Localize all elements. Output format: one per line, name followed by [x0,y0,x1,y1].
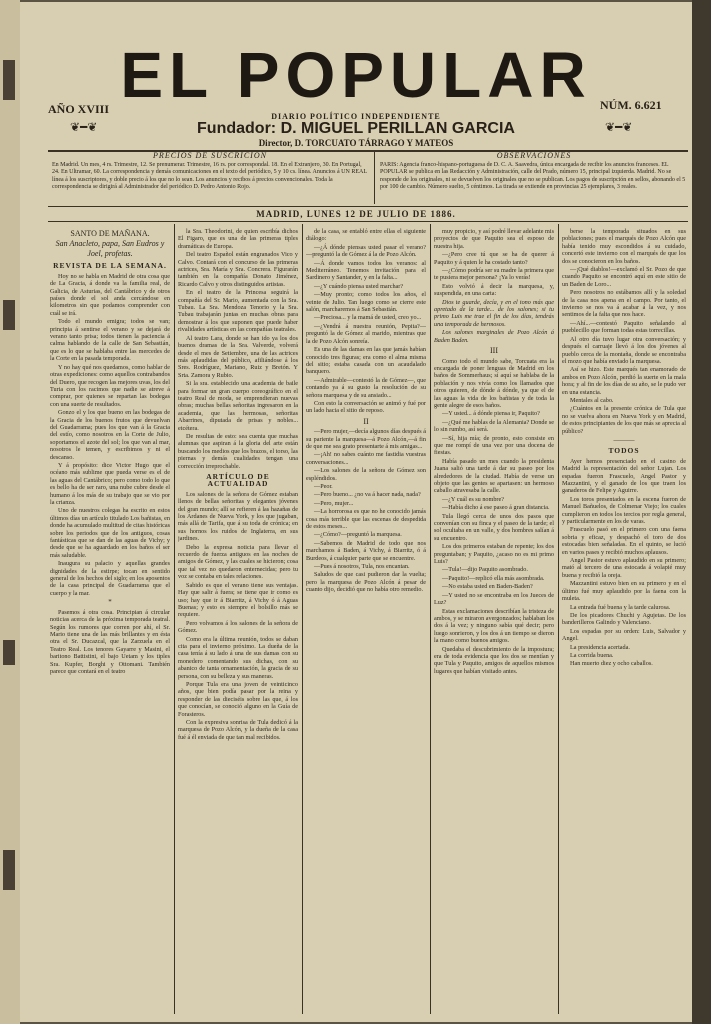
paragraph: Pero volvamos á los salones de la señora de Gómez. [178,619,298,635]
paragraph: Hoy no se habla en Madrid de otra cosa que de La Gracia, á donde va la familia real, de Galicia, de Asturias, del Cantábrico y de otros países donde el sol anda cercándose en kilometros sin que podamos comprender con cuál se irá. [50,272,170,317]
column-4 [434,228,554,1018]
paragraph: Inaugura su palacio y aquellas grandes dignidades de la estirpe; tocan en sentido general de los hechos del siglo; en los aposentos de la casa principal de Guadarrama que el cuerpo y la mar. [50,560,170,597]
paragraph: Pero nosotros no estábamos allí y la soledad de la casa nos apena en el campo. Por tanto, el invierno se nos va á acabar á la vez, y nos sentimos de la falta que nos hace. [562,289,686,319]
newspaper-subtitle: DIARIO POLÍTICO INDEPENDIENTE [271,112,441,121]
santo-names: San Anacleto, papa, San Eudros y Joel, profetas. [55,239,165,259]
paragraph: Así se hizo. Este marqués tan enamorado de ambos en Pozo Alcón, perdió la suerte en la mala hora; y al fin de los días de su año, se le pudo ver en una estancia. [562,366,686,396]
paragraph: —No estaba usted en Baden-Baden? [442,583,533,591]
paragraph: De resultas de esto: sea cuenta que muchas alumnas que aspiran á la gloria del arte están buscando los medios que los brazos, el torso, las piernas y demás cualidades tengan una corrección irreprochable. [178,432,298,470]
paragraph: Pasemos á otra cosa. Principian á circular noticias acerca de la próxima temporada teatral. Según los rumores que corren por ahí, el Sr. Mario tiene una de las más brillantes y en ésta otra el Sr. Ducazcal, que la Zarzuela en el Teatro Real. Los tenores Gayarre y Masini, el baritono Battistini, el bajo Uetam y los tiples Sra. Kupfer, Borghi y Ottomani. También parece que contará en el teatro [50,608,170,675]
paragraph: Han muerto diez y ocho caballos. [570,660,653,668]
paragraph: La entrada fué buena y la tarde calurosa. [570,603,671,611]
paragraph: Si la sra. establecido una academia de baile para formar un gran cuerpo coreográfico en el teatro Real de moda, se emprendieran nuevas obras; muchas bellas señoritas ingresaron en la academia, que las hermosas, señoritas Abarrines, diputada de prisas y nobles... etcétera. [178,380,298,432]
section-separator: * [108,598,112,607]
founder-line: Fundador: D. MIGUEL PERILLAN GARCIA [197,120,515,137]
paragraph: Los espadas por su orden: Luis, Salvador y Angel. [562,627,686,643]
paragraph: —Admirable—contestó la de Gómez—, que contando ya á su gusto la resolución de su señora marquesa y de su ansiado... [306,376,426,399]
paragraph: —¿Cómo?—preguntó la marquesa. [314,531,402,539]
newspaper-page [20,2,692,1022]
column-separator-1 [174,224,175,1014]
column-1 [50,228,170,1018]
issue-number: NÚM. 6.621 [600,98,662,112]
paragraph: Ayer hemos presenciado en el casino de Madrid la representación del señor Lujan. Los espadas fueron Frascuelo, Angel Pastor y Mazzantini, y el ganado de los que traen los ganaderos de Felipe y Aguirre. [562,457,686,495]
paragraph: muy propicio, y así podré llevar adelante mis proyectos de que Paquito sea el esposo de nuestra hija. [434,228,554,250]
paragraph: En el teatro de la Princesa seguirá la compañía del Sr. Mario, aumentada con la Sra. Tubau. La Sra. Mendoza Tenorio y la Sra. Tubau trabajarán juntas en muchas obras para demostrar á los que suponen que puede haber rivalidades artísticas en las compañías teatrales. [178,289,298,334]
paragraph: Al teatro Lara, donde se han ido ya los dos buenos dramas de la Sra. Valverde, volverá desde el mes de Setiembre, una de las actrices más aplaudidas del público, afiliándose á los Sres. Rodríguez, Mariano, Ruiz y Bretón. Y Srta. Zamora y Rubio. [178,334,298,379]
observaciones-box [380,152,688,192]
paragraph: —Pero mujer,—decía algunos días después á su pariente la marquesa—á Pozo Alcón,—á fin de que me sea grato presentarte á mis amigas... [306,428,426,450]
paragraph: La corrida buena. [570,651,614,659]
column-separator-3 [430,224,431,1014]
paragraph: la Sra. Theodorini, de quien escribía dichos El Figaro, que es una de las primeras tiples dramáticas de Europa. [178,228,298,250]
todos-heading: TODOS [608,446,640,456]
paragraph: —Y usted... á dónde piensa ir, Paquito? [442,410,540,418]
paragraph: —¿Vendrá á nuestra reunión, Pepita?—preguntó la de Gómez al marido, mientras que la de Pozo Alcón sonreía. [306,322,426,345]
subscription-box [52,152,368,192]
paragraph: Quedaba el descubrimiento de la impostura; era de toda evidencia que los dos se mentían y que Tula y Paquito, amigos de aquellos mismos lugares que habían visitado antes. [434,645,554,675]
ornament-left-icon: ❦━❦ [70,120,98,134]
observaciones-heading: OBSERVACIONES [496,151,572,160]
adjacent-page-strip [0,0,20,1024]
paragraph: —¿Y cuándo piensa usted marchar? [314,282,404,290]
paragraph: Como era la última reunión, todos se daban cita para el invierno próximo. La dueña de la casa tenía á su lado á una de sus damas con su monedero comentando sus dichas, con su abanico de tanta ornamentación, la gracia de su persona, con su belleza y sus maneras. [178,635,298,680]
chapter-number: II [363,416,369,426]
observaciones-text: PARIS: Agencia franco-hispano-portuguesa de D. C. A. Saavedra, única encargada de recibir los anuncios franceses. EL POPULAR se publica en las Redacción y Administración, calle del Prado, número 15, principal izquierda. Madrid. No se responde de los originales, ni se devuelven los originales que no se publican. Los pagos de suscripción en sellos, abonando el 5 por 100 de cambio. Número suelto, 5 céntimos. La tirada se extiende en provincias 25 ejemplares, 3 reales. [380,161,686,190]
chapter-number: III [490,346,498,356]
paragraph: Dios te guarde, decía, y en el tono más que apretado de la tarde... de los salones; si tu primo Luis me trae el fin de los días, tendrás una temporada de hermosos. [434,298,554,328]
paragraph: Como todo el mundo sabe, Torcuata era la encargada de poner lenguas de Madrid en los baños de Sommerhaus; sí aquí se hablaba de la población y nos vivía como los llamados que otros quieren, de dónde á dónde, ya que el de las aguas la vida de los bañistas y de toda la gente alegre de esos baños. [434,357,554,409]
paragraph: Del teatro Español están engranados Vico y Calvo. Contará con el concurso de las primeras actrices, Sra. María y Sra. Concrera. Figurarán también en la compañía Donato Jiménez, Ricardo Calvo y otros distinguidos artistas. [178,251,298,288]
paragraph: Y á propósito: dice Victor Hugo que el océano más sublime que pueda verse es el de las aguas del Cantábrico; pero como todo lo que es bello ha de ser raro, una nube cubre desde el humano á los más de su trabajo que se vio por la crianza. [50,461,170,506]
paragraph: Angel Pastor estuvo aplaudido en su primero; mató al tercero de una estocada á volapié muy buena y recibió la oreja. [562,557,686,579]
paragraph: —¡Ah! no sabes cuánto me fastidia vuestras conversaciones... [306,451,426,466]
newspaper-title: EL POPULAR [120,39,592,111]
paragraph: —Sí, hija mía; de pronto, esto consiste en que me rompí de una vez por una docena de fiestas. [434,434,554,457]
paragraph: berse la temporada situados en sus poblaciones; pues el marqués de Pozo Alcón que había tenido muy escondidos á su cuidado, concertó este invierno con el marqués de que los dos se conocieron en los baños. [562,228,686,265]
paragraph: —Ahí...—contestó Paquito señalando al pueblecillo que forman todas estas torrecillas. [562,319,686,335]
scan-background-right [692,0,711,1024]
paragraph: Sabido es que el verano tiene sus ventajas. Hay que salir á fuera; se tiene que ir como es uso; hay que ir á Biarritz, á Vichy ó á Aguas Buenas; y esto es siempre el bolsillo más se requiere. [178,581,298,619]
paragraph: Todo el mundo emigra; todos se van; principia á sentirse el verano y se dejará de verano tanto prisa; todos tienen la paciencia á calma hablando de la calle de San Sebastián, que es lo que se hablaba entre las mercedes de la Corte en la pasada temporada. [50,318,170,363]
paragraph: Al otro día tuvo lugar otra conversación; y después el carruaje llevó á los dos jóvenes al pueblo cerca de la montaña, donde se encontraba el mozo que había enviado la marquesa. [562,335,686,365]
paragraph: —Á donde vamos todos los veranos: al Mediterráneo. Tenemos invitación para el Sardinero y Santander, y en la falta... [306,259,426,282]
santo-heading: SANTO DE MAÑANA. [70,229,150,238]
paragraph: Con esto la conversación se animó y fué por un lado hacia el sitio de reposo. [306,399,426,415]
paragraph: Mentales al cabo. [570,396,614,404]
paragraph: —Paquito!—replicó ella más asombrada. [442,574,545,582]
paragraph: Debo la expresa noticia para llevar el recuerdo de fuerza antiguos en las noches de amigos de Gómez, y las cuales se hicieron; cosa que tal vez no quedaron enternecidas; pero tu voz se contaba en tales relaciones. [178,543,298,581]
paragraph: Los toros presentados en la escena fueron de Manuel Bañuelos, de Colmenar Viejo; los cuales cumplieron en todos los tercios por regla general, y particularmente en los de varas. [562,495,686,526]
column-2 [178,228,298,1018]
paragraph: —¿Pero cree tú que se ha de querer á Paquito y á quien le ha costado tanto? [434,251,554,266]
date-rule-bottom [48,221,688,222]
masthead [20,2,692,152]
paragraph: —Tula!—dijo Paquito asombrado. [442,566,528,574]
paragraph: de la casa, se entabló entre ellas el siguiente diálogo: [306,228,426,243]
paragraph: La presidencia acertada. [570,643,630,651]
paragraph: Frascuelo pasó en el primero con una faena sobria y eficaz, y despachó el toro de dos estocadas bien señaladas. En el quinto, se lució en varios pases y recibió muchos aplausos. [562,526,686,556]
issue-date: MADRID, LUNES 12 DE JULIO DE 1886. [256,209,456,219]
paragraph: —Muy pronto; como todos los años, el veinte de Julio. Tan luego como se cierre este salón, marcharemos á San Sebastián. [306,291,426,314]
subscription-text: En Madrid. Un mes, 4 rs. Trimestre, 12. Se prenumerar. Trimestre, 16 rs. por correspondal. 18. En el Extranjero, 30. En Portugal, 24. En Ultramar, 60. La correspondencia y demás comunicaciones en el texto del periódico, 5 y 10 cs. línea. Anuncios á UN REAL línea á los suscriptores, y doble precio á los que no lo sean. Los anuncios y recibos á precios convencionales. Toda la correspondencia se dirigirá al Administrador del periódico D. Pedro Antonio Rojo. [52,161,367,190]
paragraph: —Preciosa... y la mamá de usted, creo yo... [314,314,422,322]
year-label: AÑO XVIII [48,102,110,116]
date-rule-top [48,206,688,207]
paragraph: ¿Cuántos en la presente crónica de Tula que no se vuelva ahora en Nueva York y en Madrid, de estos principiantes de los que más se aprecia al público? [562,405,686,435]
paragraph: —Pero, mujer... [314,499,354,507]
paragraph: Uno de nuestros colegas ha escrito en estos últimos días un artículo titulado Los bañistas, en donde ha acumulado multitud de citas históricas sobre los periodos que de los antiguos, cosas fantásticas que se dan de las aguas de Vichy; y desde que se ha aguardado en los baños el ser más saludable. [50,507,170,559]
column-separator-2 [302,224,303,1014]
paragraph: —Los salones de la señora de Gómez son espléndidos. [306,467,426,482]
paragraph: —Había dicho á ese paseo á gran distancia. [442,504,550,512]
paragraph: —¿Á dónde piensas usted pasar el verano? —preguntó la de Gómez á la de Pozo Alcón. [306,243,426,259]
paragraph: Los salones marginales de Pozo Alcón á Baden Baden. [434,329,554,344]
paragraph: Los dos primeros estaban de repente; los dos preguntaban; y Paquito, ¿acaso no es mi primo Luis? [434,543,554,566]
section-separator: ——— [613,435,635,444]
paragraph: —¿Cómo podría ser su madre la primera que te pusiera mejor persona? ¡Ya lo verás! [434,267,554,282]
paragraph: Había pasado un mes cuando la presidenta Juana salió una tarde á dar su paseo por los alrededores de la ciudad. Había de verse un objeto que las gentes se apartasen: un hermoso caballo atravesaba la calle. [434,457,554,495]
paragraph: —Pero bueno... ¿no va á hacer nada, nada? [314,491,421,499]
paragraph: —¿Qué me hablas de la Alemania? Donde se lo sin rumbo, así será. [434,418,554,434]
column-separator-4 [558,224,559,1014]
paragraph: Mazzantini estuvo bien en su primero y en el último fué muy aplaudido por la faena con la muleta. [562,580,686,603]
paragraph: —Sabemos de Madrid de todo que nos marchamos á Baden, á Vichy, á Biarritz, ó á Burdeos, á cualquier parte que se encuentre. [306,539,426,562]
paragraph: —¡Qué diablos!—exclamó el Sr. Pozo de que cuando Paquito se encontró aquí en este sitio de un Baden de Loro... [562,266,686,288]
subscription-heading: PRECIOS DE SUSCRICION [153,151,267,160]
paragraph: —Peor. [314,483,333,490]
paragraph: Es una de las damas en las que jamás habían conocido tres figuras; era como el alma misma del sitio; estaba casada con un acaudalado banquero. [306,346,426,376]
paragraph: De los picadores Chuchi y Agujetas. De los banderilleros Galindo y Valenciano. [562,611,686,627]
column-3 [306,228,426,1018]
paragraph: —Y usted no se encontraba en los Jueces de Luz? [434,591,554,607]
director-line: Director, D. TORCUATO TÁRRAGO Y MATEOS [258,138,454,148]
paragraph: Gonzo el y los que bueno en las bodegas de la Gracia de los buenos frutos que devuelvan del Guadarrama; pues los que van á la Gracia del estío, como nosotros en la Corte de Julio, soportamos el azote del sol; los que van al mar, nosotros le temen, y escribimos y ni el descanso. [50,409,170,461]
paragraph: Estas exclamaciones describían la tristeza de ambos, y se miraron avergonzados; hablaban los dos á la vez; y ninguno sabía qué decir; pero luego sonrieron, y los dos á un tiempo se dieron la mano como buenos amigos. [434,607,554,645]
column-5 [562,228,686,1018]
paragraph: —La horrorosa es que no he conocido jamás cosa más terrible que las escenas de despedida de estos meses... [306,508,426,531]
ornament-right-icon: ❦━❦ [605,120,633,134]
paragraph: —Pues á nosotros, Tula, nos encantan. [314,563,410,571]
paragraph: Los salones de la señora de Gómez estaban llenos de bellas señoritas y elegantes jóvenes del gran mundo; allí se refieren á las hazañas de los Ardanes de Nueva York, y los que jugaban, más allá de Tarifa, que á su toda de crónica; en sus hornos los ruidos de Inglaterra, en sus jardines. [178,490,298,543]
paragraph: Esto volvió á decir la marquesa, y, suspendida, en una carta: [434,282,554,298]
paragraph: Tula llegó cerca de unos dos pasos que convenían con su finca y el paseo de la tarde; el sol ocultaba en un valle, y dos hombres salían á su encuentro. [434,512,554,542]
paragraph: —¿Y cuál es su nombre? [442,495,504,503]
paragraph: Saludos de que casi pudieron dar la vuelta; pero la marquesa de Pozo Alcón á pesar de cuanto dijo, decidió que no había otro remedio. [306,571,426,594]
paragraph: Y no hay qué nos quedamos, como hablar de otras expediciones: como aquellos contrabandos del Duero, que recogen las mejores uvas, los del Turia con los racimos que nadie se atreve á comprar, por quienes se repartan las bodegas con una suerte de resultados. [50,363,170,408]
revista-heading: REVISTA DE LA SEMANA. [53,261,167,271]
header-column-separator [374,152,375,204]
paragraph: Con la expresiva sonrisa de Tula dedicó á la marquesa de Pozo Alcón, y la dueña de la casa fué á él enviada de que tan mal recibidos. [178,719,298,741]
articulo-heading: ARTÍCULO DE ACTUALIDAD [206,472,270,489]
paragraph: Porque Tula era una joven de veinticinco años, que bien podía pasar por la reina y responder de las dieciséis sobre las que, á los que conocían, se conoció alguno en la Guía de Forasteros. [178,680,298,718]
